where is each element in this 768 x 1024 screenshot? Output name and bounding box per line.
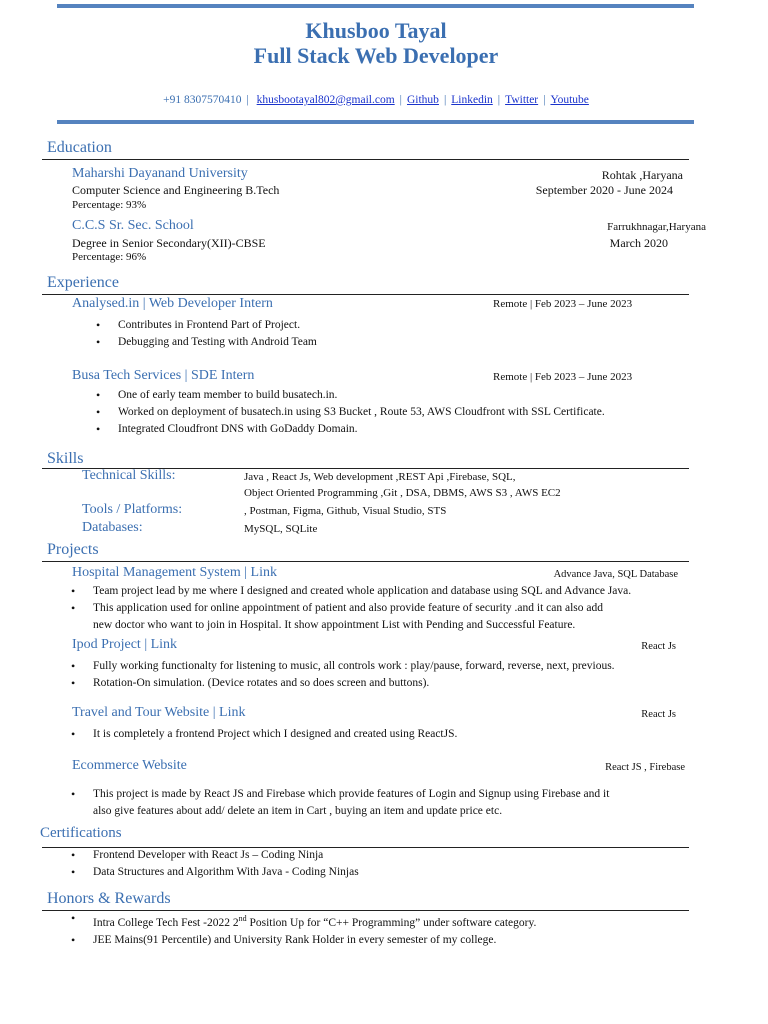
education-rule bbox=[42, 159, 689, 160]
list-item: • Debugging and Testing with Android Team bbox=[96, 334, 317, 351]
skills-technical-line1: Java , React Js, Web development ,REST Api ,Firebase, SQL, bbox=[244, 471, 516, 483]
project-bullets bbox=[71, 658, 615, 692]
project-bullets bbox=[71, 583, 631, 634]
experience-rule bbox=[42, 294, 689, 295]
honors-list bbox=[71, 910, 536, 949]
education-dates: March 2020 bbox=[609, 236, 668, 250]
list-item: • This project is made by React JS and Firebase which provide features of Login and Signup using Firebase and it also give features about add/ delete an item in Cart , buying an item and update price etc. bbox=[71, 786, 609, 820]
project-bullets bbox=[71, 786, 609, 820]
education-dates: September 2020 - June 2024 bbox=[535, 183, 673, 197]
education-score: Percentage: 93% bbox=[72, 199, 147, 211]
experience-heading: Experience bbox=[47, 274, 119, 291]
education-location: Rohtak ,Haryana bbox=[601, 168, 683, 182]
list-item: • One of early team member to build busatech.in. bbox=[96, 387, 605, 404]
project-title[interactable]: Travel and Tour Website | Link bbox=[72, 705, 246, 720]
list-item: • Data Structures and Algorithm With Java - Coding Ninjas bbox=[71, 864, 359, 881]
list-item: • Fully working functionalty for listening to music, all controls work : play/pause, forward, reverse, next, previous. bbox=[71, 658, 615, 675]
candidate-title: Full Stack Web Developer bbox=[253, 43, 499, 68]
experience-role: Busa Tech Services | SDE Intern bbox=[72, 368, 255, 383]
skills-technical-line2: Object Oriented Programming ,Git , DSA, DBMS, AWS S3 , AWS EC2 bbox=[244, 487, 561, 499]
twitter-link[interactable]: Twitter bbox=[505, 94, 539, 106]
skills-heading: Skills bbox=[47, 450, 84, 467]
honors-heading: Honors & Rewards bbox=[47, 890, 171, 907]
skills-technical-label: Technical Skills: bbox=[82, 468, 176, 483]
list-item: • Integrated Cloudfront DNS with GoDaddy Domain. bbox=[96, 421, 605, 438]
candidate-name: Khusboo Tayal bbox=[305, 18, 447, 43]
skills-tools-label: Tools / Platforms: bbox=[82, 502, 183, 517]
linkedin-link[interactable]: Linkedin bbox=[451, 94, 493, 106]
list-item: • Contributes in Frontend Part of Project. bbox=[96, 317, 317, 334]
project-tech: React Js bbox=[641, 641, 676, 652]
project-tech: React Js bbox=[641, 709, 676, 720]
list-item: • Intra College Tech Fest -2022 2nd Position Up for “C++ Programming” under software category. bbox=[71, 910, 536, 932]
list-item: • Worked on deployment of busatech.in using S3 Bucket , Route 53, AWS Cloudfront with SSL Certificate. bbox=[96, 404, 605, 421]
list-item: • Frontend Developer with React Js – Coding Ninja bbox=[71, 847, 359, 864]
education-degree: Computer Science and Engineering B.Tech bbox=[72, 183, 280, 197]
project-title[interactable]: Hospital Management System | Link bbox=[72, 565, 277, 580]
list-item: • It is completely a frontend Project which I designed and created using ReactJS. bbox=[71, 726, 457, 743]
experience-meta: Remote | Feb 2023 – June 2023 bbox=[493, 371, 633, 383]
header-bottom-rule bbox=[57, 120, 694, 124]
header-top-rule bbox=[57, 4, 694, 8]
experience-bullets bbox=[96, 387, 605, 438]
project-tech: React JS , Firebase bbox=[605, 762, 685, 773]
education-degree: Degree in Senior Secondary(XII)-CBSE bbox=[72, 236, 266, 250]
list-item: • Team project lead by me where I designed and created whole application and database using SQL and Advance Java. bbox=[71, 583, 631, 600]
skills-tools-value: , Postman, Figma, Github, Visual Studio, STS bbox=[244, 505, 447, 517]
contact-line: +91 8307570410 | khusbootayal802@gmail.com | Github | Linkedin | Twitter | Youtube bbox=[163, 94, 589, 106]
certification-list bbox=[71, 847, 359, 881]
list-item: • Rotation-On simulation. (Device rotates and so does screen and buttons). bbox=[71, 675, 615, 692]
certifications-heading: Certifications bbox=[40, 825, 122, 841]
education-school: C.C.S Sr. Sec. School bbox=[72, 218, 194, 233]
skills-db-label: Databases: bbox=[82, 520, 143, 535]
list-item: • This application used for online appointment of patient and also provide feature of security .and it can also add new doctor who want to join in Hospital. It show appointment List with Pending and Successful Feature. bbox=[71, 600, 631, 634]
project-tech: Advance Java, SQL Database bbox=[553, 569, 678, 580]
experience-meta: Remote | Feb 2023 – June 2023 bbox=[493, 298, 633, 310]
education-school: Maharshi Dayanand University bbox=[72, 166, 248, 181]
projects-heading: Projects bbox=[47, 541, 99, 558]
list-item: • JEE Mains(91 Percentile) and University Rank Holder in every semester of my college. bbox=[71, 932, 536, 949]
skills-db-value: MySQL, SQLite bbox=[244, 523, 318, 535]
email-link[interactable]: khusbootayal802@gmail.com bbox=[256, 94, 395, 106]
project-title[interactable]: Ipod Project | Link bbox=[72, 637, 178, 652]
project-title: Ecommerce Website bbox=[72, 758, 187, 773]
project-bullets bbox=[71, 726, 457, 743]
experience-bullets bbox=[96, 317, 317, 351]
youtube-link[interactable]: Youtube bbox=[550, 94, 589, 106]
education-heading: Education bbox=[47, 139, 112, 156]
phone-number: +91 8307570410 bbox=[163, 94, 242, 106]
experience-role: Analysed.in | Web Developer Intern bbox=[72, 296, 273, 311]
projects-rule bbox=[42, 561, 689, 562]
github-link[interactable]: Github bbox=[406, 94, 439, 106]
education-score: Percentage: 96% bbox=[72, 251, 147, 263]
education-location: Farrukhnagar,Haryana bbox=[607, 221, 706, 233]
